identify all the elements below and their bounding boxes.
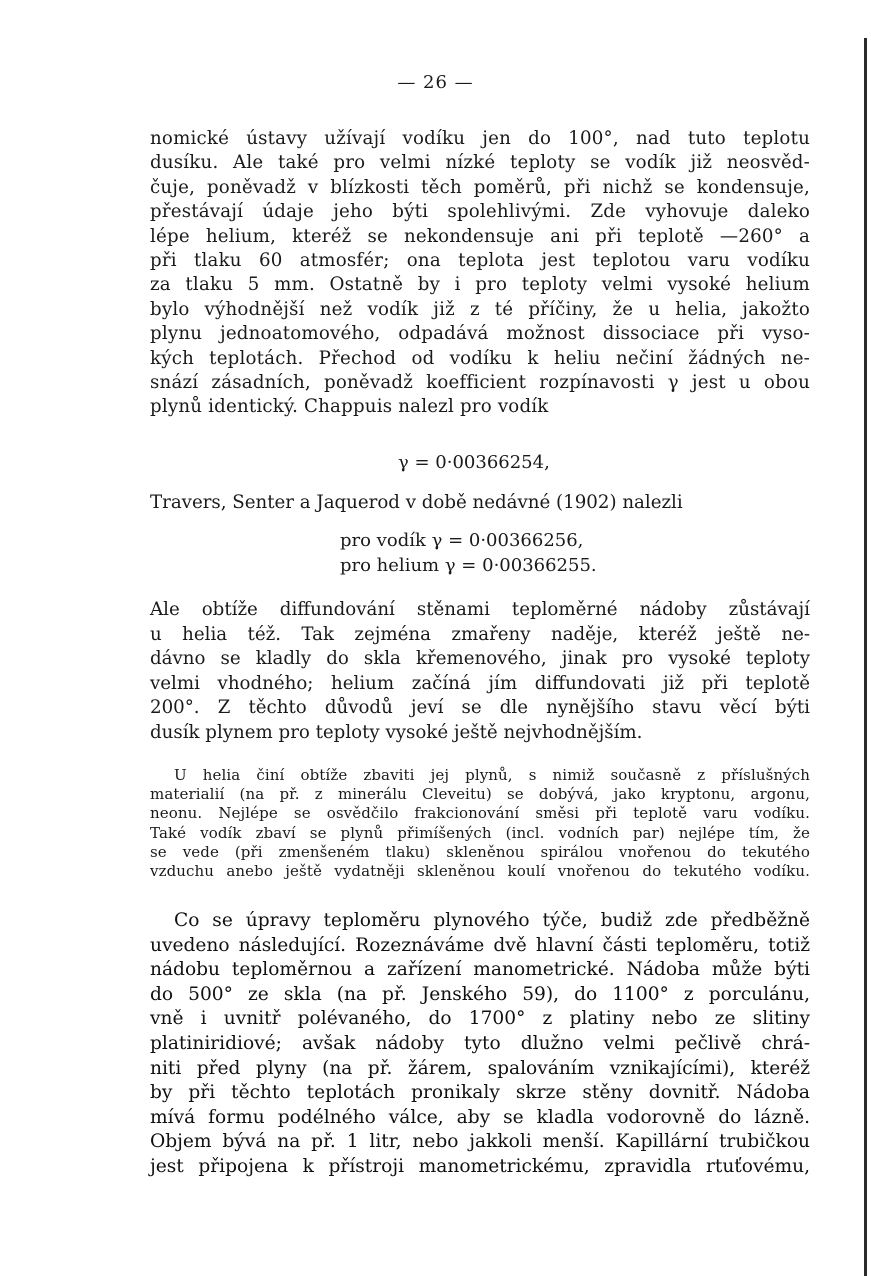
text-line: nádobu teploměrnou a zařízení manometrické. Nádoba může býti (150, 959, 810, 981)
text-line: Co se úpravy teploměru plynového týče, budiž zde předběžně (174, 910, 810, 931)
text-line: dusíku. Ale také pro velmi nízké teploty se vodík již neosvěd- (150, 152, 810, 174)
text-line: snází zásadních, poněvadž koefficient rozpínavosti γ jest u obou (150, 371, 810, 393)
text-line: by při těchto teplotách pronikaly skrze stěny dovnitř. Nádoba (150, 1082, 810, 1104)
footnote-line: Také vodík zbaví se plynů přimíšených (incl. vodních par) nejlépe tím, že (150, 823, 810, 842)
text-line: jest připojena k přístroji manometrickému, zpravidla rtuťovému, (150, 1155, 810, 1177)
formula-chappuis: γ = 0·00366254, (398, 452, 550, 473)
text-line: plynů identický. Chappuis nalezl pro vodík (150, 396, 549, 418)
travers-line: Travers, Senter a Jaquerod v době nedávné (1902) nalezli (150, 492, 683, 513)
third-paragraph (150, 909, 810, 1180)
second-paragraph (150, 598, 810, 745)
page-edge-border (864, 38, 867, 1276)
text-line: dávno se kladly do skla křemenového, jinak pro vysoké teploty (150, 648, 810, 669)
text-line: čuje, poněvadž v blízkosti těch poměrů, při nichž se kondensuje, (150, 176, 810, 198)
text-line: platiniridiové; avšak nádoby tyto dlužno velmi pečlivě chrá- (150, 1032, 810, 1054)
text-line: při tlaku 60 atmosfér; ona teplota jest teplotou varu vodíku (150, 249, 810, 271)
text-line: niti před plyny (na př. žárem, spalováním vznikajícími), kteréž (150, 1057, 810, 1079)
text-line: přestávají údaje jeho býti spolehlivými. Zde vyhovuje daleko (150, 201, 810, 223)
page-number: — 26 — (397, 72, 474, 93)
text-line: Objem bývá na př. 1 litr, nebo jakkoli menší. Kapillární trubičkou (150, 1131, 810, 1153)
text-line: mívá formu podélného válce, aby se kladla vodorovně do lázně. (150, 1106, 810, 1128)
text-line: za tlaku 5 mm. Ostatně by i pro teploty velmi vysoké helium (150, 274, 810, 296)
footnote-line: vzduchu anebo ještě vydatněji skleněnou koulí vnořenou do tekutého vodíku. (150, 861, 810, 880)
text-line: do 500° ze skla (na př. Jenského 59), do 1100° z porculánu, (150, 983, 810, 1005)
text-line: uvedeno následující. Rozeznáváme dvě hlavní části teploměru, totiž (150, 934, 810, 956)
text-line: nomické ústavy užívají vodíku jen do 100°, nad tuto teplotu (150, 128, 810, 149)
text-line: u helia též. Tak zejména zmařeny naděje, kteréž ještě ne- (150, 623, 810, 645)
text-line: 200°. Z těchto důvodů jeví se dle nynějšího stavu věcí býti (150, 697, 810, 718)
footnote-line: se vede (při zmenšeném tlaku) skleněnou spirálou vnořenou do tekutého (150, 842, 810, 861)
text-line: bylo výhodnější než vodík již z té příčiny, že u helia, jakožto (150, 298, 810, 320)
text-line: dusík plynem pro teploty vysoké ještě nejvhodnějším. (150, 721, 643, 743)
formula-hydrogen: pro vodík γ = 0·00366256, (340, 530, 584, 551)
footnote-line: materialií (na př. z minerálu Cleveitu) se dobývá, jako kryptonu, argonu, (150, 785, 810, 804)
text-line: Ale obtíže diffundování stěnami teploměrné nádoby zůstávají (150, 599, 810, 620)
text-line: kých teplotách. Přechod od vodíku k heliu nečiní žádných ne- (150, 347, 810, 369)
main-paragraph (150, 127, 810, 420)
text-line: plynu jednoatomového, odpadává možnost dissociace při vyso- (150, 323, 810, 345)
footnote-line: neonu. Nejlépe se osvědčilo frakcionování směsi při teplotě varu vodíku. (150, 804, 810, 823)
text-line: lépe helium, kteréž se nekondensuje ani při teplotě —260° a (150, 225, 810, 247)
text-line: vně i uvnitř polévaného, do 1700° z platiny nebo ze slitiny (150, 1008, 810, 1030)
text-line: velmi vhodného; helium začíná jím diffundovati již při teplotě (150, 672, 810, 694)
footnote-line: U helia činí obtíže zbaviti jej plynů, s nimiž současně z příslušných (174, 766, 810, 784)
formula-helium: pro helium γ = 0·00366255. (340, 555, 597, 576)
footnote (150, 766, 810, 881)
